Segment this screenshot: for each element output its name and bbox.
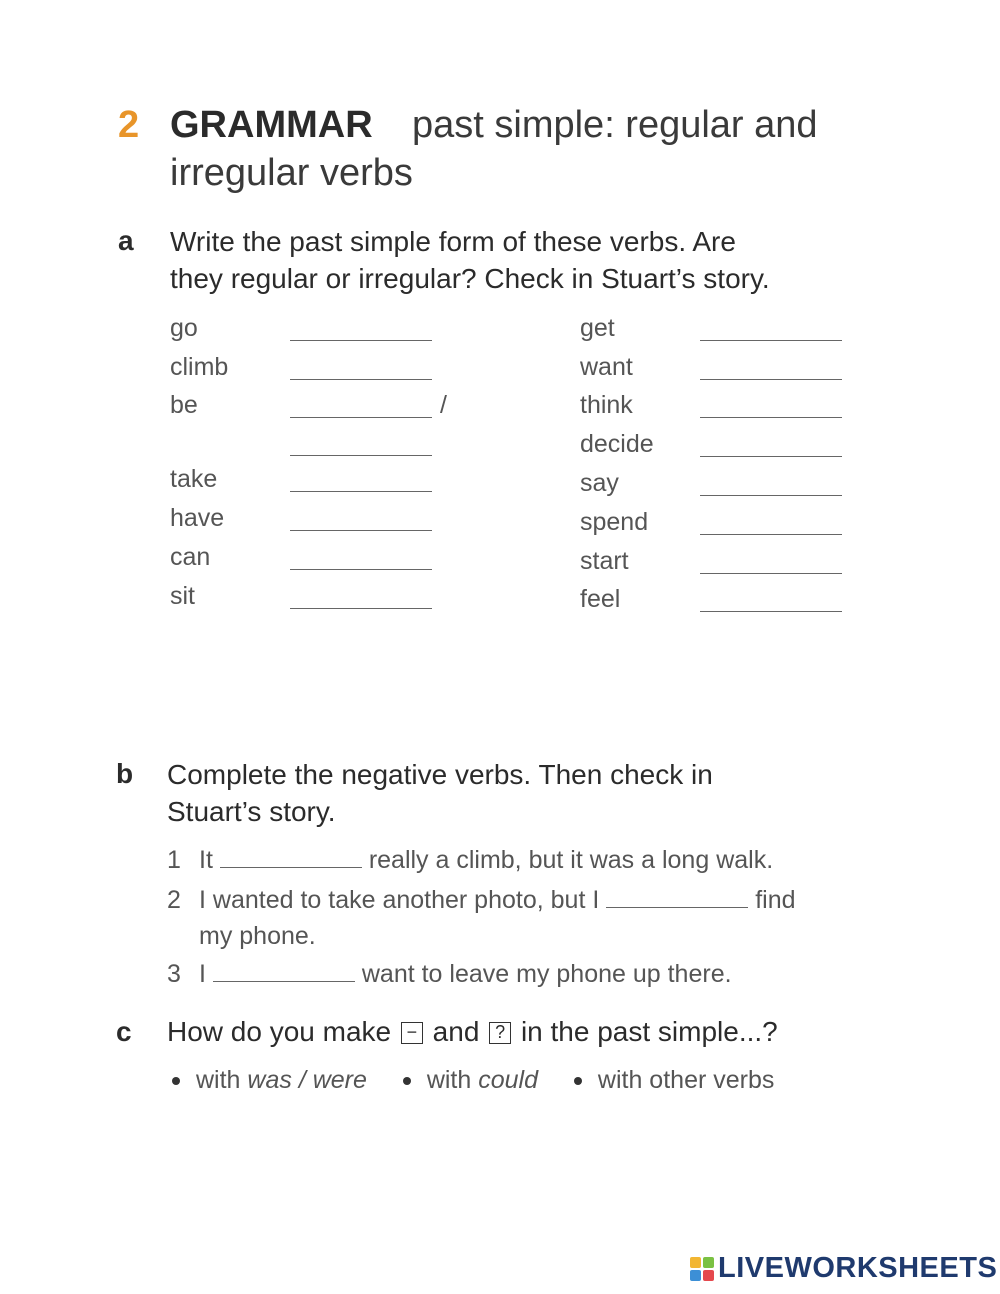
verb-get: get	[580, 314, 615, 342]
bullet-2-italic: could	[478, 1066, 538, 1094]
exercise-a-instruction	[170, 223, 910, 297]
sentence-2-continuation: my phone.	[199, 922, 316, 950]
answer-blank-think[interactable]	[700, 417, 842, 418]
liveworksheets-logo[interactable]	[690, 1252, 997, 1285]
verb-be: be	[170, 391, 198, 419]
exercise-b-instruction	[167, 756, 907, 830]
section-title: GRAMMAR	[170, 104, 373, 146]
sentence-2-before: I wanted to take another photo, but I	[199, 886, 600, 914]
exercise-b-instruction-line2: Stuart’s story.	[167, 796, 336, 827]
answer-blank-be-2[interactable]	[290, 455, 432, 456]
answer-blank-climb[interactable]	[290, 379, 432, 380]
logo-text: LIVEWORKSHEETS	[718, 1252, 998, 1284]
sentence-number-2: 2	[167, 886, 181, 914]
exercise-a-instruction-line2: they regular or irregular? Check in Stuart’s story.	[170, 263, 770, 294]
be-separator: /	[440, 391, 447, 419]
verb-take: take	[170, 465, 218, 493]
bullet-list	[172, 1066, 774, 1095]
verb-can: can	[170, 543, 211, 571]
answer-blank-decide[interactable]	[700, 456, 842, 457]
exercise-a-instruction-line1: Write the past simple form of these verbs. Are	[170, 226, 736, 257]
verb-say: say	[580, 469, 619, 497]
verb-want: want	[580, 353, 633, 381]
answer-blank-take[interactable]	[290, 491, 432, 492]
sentence-1-after: really a climb, but it was a long walk.	[368, 846, 774, 874]
exercise-c-question	[167, 1013, 907, 1050]
bullet-1-italic: was / were	[247, 1066, 367, 1094]
bullet-icon	[574, 1077, 582, 1085]
bullet-1-prefix: with	[196, 1066, 241, 1094]
bullet-3-prefix: with other verbs	[597, 1066, 775, 1094]
sentence-1-gap[interactable]	[220, 847, 362, 868]
minus-box-icon: −	[401, 1022, 423, 1044]
verb-spend: spend	[580, 508, 649, 536]
verb-feel: feel	[580, 585, 621, 613]
answer-blank-spend[interactable]	[700, 534, 842, 535]
answer-blank-want[interactable]	[700, 379, 842, 380]
verb-go: go	[170, 314, 198, 342]
verb-start: start	[580, 547, 629, 575]
answer-blank-have[interactable]	[290, 530, 432, 531]
sentence-3-after: want to leave my phone up there.	[361, 960, 732, 988]
answer-blank-can[interactable]	[290, 569, 432, 570]
sentence-2	[199, 882, 796, 918]
sentence-2-after: find	[755, 886, 796, 914]
sentence-3-before: I	[199, 960, 206, 988]
exercise-a-letter: a	[118, 225, 134, 256]
answer-blank-start[interactable]	[700, 573, 842, 574]
exercise-b-letter: b	[116, 758, 134, 789]
question-part-3: in the past simple...?	[520, 1016, 778, 1047]
answer-blank-get[interactable]	[700, 340, 842, 341]
sentence-3-gap[interactable]	[213, 961, 355, 982]
verb-have: have	[170, 504, 225, 532]
verb-sit: sit	[170, 582, 195, 610]
verb-decide: decide	[580, 430, 654, 458]
question-part-2: and	[432, 1016, 480, 1047]
logo-square	[703, 1257, 714, 1268]
exercise-c-letter: c	[116, 1016, 132, 1047]
sentence-number-1: 1	[167, 846, 181, 874]
sentence-2-gap[interactable]	[606, 887, 748, 908]
logo-square	[703, 1270, 714, 1281]
sentence-number-3: 3	[167, 960, 181, 988]
logo-square	[690, 1257, 701, 1268]
sentence-1	[199, 842, 773, 878]
verb-think: think	[580, 391, 633, 419]
question-part-1: How do you make	[167, 1016, 392, 1047]
sentence-1-before: It	[199, 846, 213, 874]
bullet-icon	[403, 1077, 411, 1085]
logo-mark-icon	[690, 1257, 714, 1281]
logo-square	[690, 1270, 701, 1281]
section-subtitle-line2: irregular verbs	[170, 152, 413, 194]
question-box-icon: ?	[489, 1022, 511, 1044]
sentence-3	[199, 956, 732, 992]
answer-blank-feel[interactable]	[700, 611, 842, 612]
answer-blank-sit[interactable]	[290, 608, 432, 609]
bullet-2-prefix: with	[426, 1066, 472, 1094]
section-number: 2	[118, 104, 140, 146]
answer-blank-be-1[interactable]	[290, 417, 432, 418]
bullet-icon	[172, 1077, 180, 1085]
exercise-b-instruction-line1: Complete the negative verbs. Then check in	[167, 759, 713, 790]
answer-blank-say[interactable]	[700, 495, 842, 496]
section-subtitle-line1: past simple: regular and	[412, 104, 818, 146]
verb-climb: climb	[170, 353, 229, 381]
answer-blank-go[interactable]	[290, 340, 432, 341]
